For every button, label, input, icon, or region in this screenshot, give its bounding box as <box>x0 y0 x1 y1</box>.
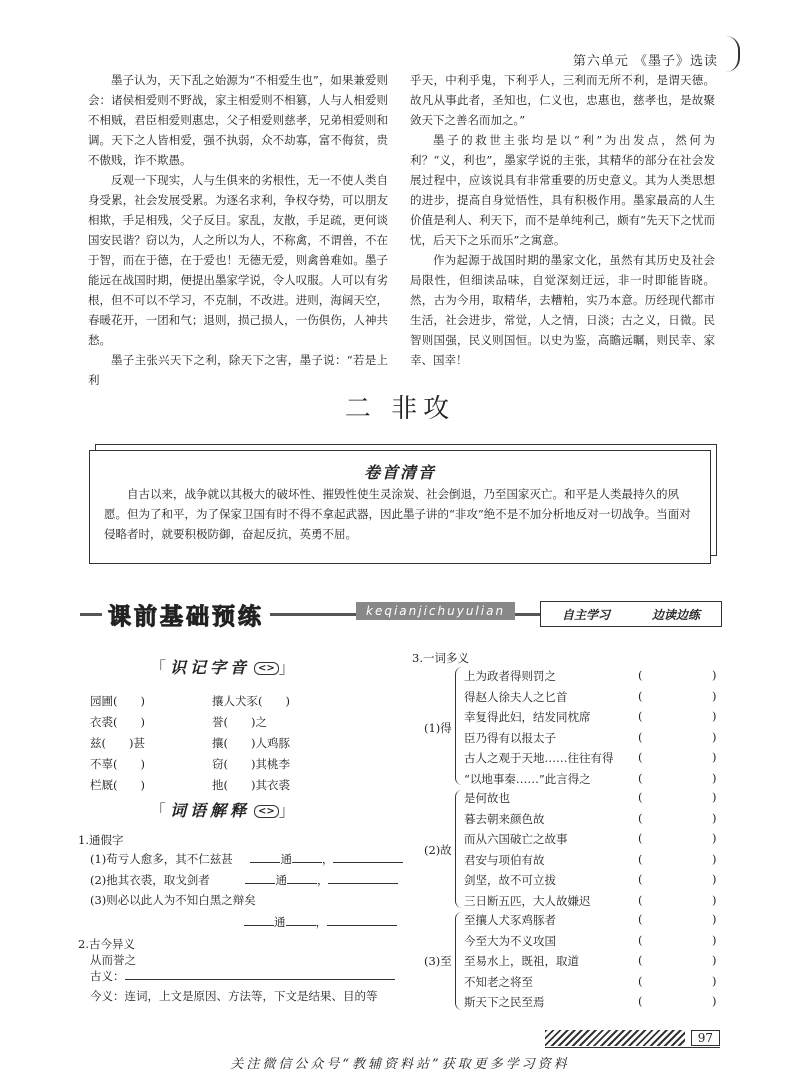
answer-blank[interactable] <box>328 871 398 884</box>
answer-paren-open[interactable]: ( <box>638 790 643 804</box>
polysemy-sentence: 剑坚，故不可立拔 <box>464 873 556 887</box>
header-brace-decoration <box>724 36 740 72</box>
sec-title-text: 词语解释 <box>170 801 251 820</box>
answer-paren-close[interactable]: ) <box>712 953 717 967</box>
polysemy-sentence: 至攘人犬豕鸡豚者 <box>464 913 556 927</box>
tongjia-sentence: (1)苟亏人愈多，其不仁兹甚 <box>90 852 233 866</box>
pron-item: 攘人犬豕( ) <box>212 694 290 708</box>
answer-paren-open[interactable]: ( <box>638 750 643 764</box>
banner-tag-1: 自主学习 <box>561 607 610 622</box>
pron-item: 不辜( ) <box>90 757 145 771</box>
banner-pinyin: keqianjichuyulian <box>356 602 515 620</box>
paragraph: 墨子的救世主张均是以“利”为出发点，然何为利？“义，利也”，墨家学说的主张，其精华的部分在社会发展过程中，应该说具有非常重要的历史意义。其为人类思想的进步，提高自身觉悟性，具有积极作用。墨家最高的人生价值是利人、利天下，而不是单纯利己，颇有“先天下之忧而忧，后天下之乐而乐”之寓意。 <box>410 133 715 247</box>
polysemy-head: (2)故 <box>424 842 452 857</box>
page-number-rule <box>545 1047 720 1048</box>
answer-paren-open[interactable]: ( <box>638 973 643 988</box>
brace-decoration <box>455 667 462 785</box>
pron-item: 扡( )其衣裘 <box>212 778 290 792</box>
tongjia-tong: 通 <box>275 873 287 887</box>
brace-decoration <box>455 790 462 908</box>
answer-blank[interactable] <box>125 967 395 980</box>
pron-item: 兹( )甚 <box>90 736 145 750</box>
polysemy-sentence: 而从六国破亡之故事 <box>464 832 568 846</box>
footer-note: 关注微信公众号“教辅资料站”获取更多学习资料 <box>230 1057 570 1072</box>
tongjia-tong: 通 <box>274 915 286 929</box>
polysemy-sentence: “以地事秦……”此言得之 <box>464 771 591 786</box>
answer-paren-close[interactable]: ) <box>712 872 717 886</box>
brace-decoration <box>455 912 462 1010</box>
answer-blank[interactable] <box>287 871 317 884</box>
polysemy-sentence: 得赵人徐夫人之匕首 <box>464 689 568 704</box>
polysemy-head: (1)得 <box>424 720 452 735</box>
tongjia-label: 1.通假字 <box>78 833 124 847</box>
polysemy-sentence: 今至大为不义攻国 <box>464 933 556 948</box>
polysemy-sentence: 幸复得此妇，结发同枕席 <box>464 710 591 724</box>
ear-icon: <> <box>254 805 279 818</box>
polysemy-sentence: 古人之观于天地……往往有得 <box>464 751 614 765</box>
answer-paren-close[interactable]: ) <box>712 790 717 804</box>
yici-label: 3.一词多义 <box>412 651 469 665</box>
paragraph: 墨子主张兴天下之利，除天下之害，墨子说：“若是上利 <box>88 353 388 387</box>
polysemy-sentence: 暮去朝来颜色故 <box>464 811 545 826</box>
answer-paren-close[interactable]: ) <box>712 668 717 682</box>
answer-paren-close[interactable]: ) <box>712 851 717 866</box>
sec-title-text: 识记字音 <box>170 658 251 677</box>
intro-box-title: 卷首清音 <box>363 463 436 482</box>
answer-paren-open[interactable]: ( <box>638 851 643 866</box>
answer-blank[interactable] <box>292 850 322 863</box>
answer-paren-close[interactable]: ) <box>712 810 717 825</box>
tongjia-row: 通 ， <box>244 913 397 930</box>
page-number: 97 <box>691 1030 720 1046</box>
polysemy-sentence: 上为政者得则罚之 <box>464 669 556 683</box>
answer-blank[interactable] <box>333 850 403 863</box>
pron-item: 窃( )其桃李 <box>212 757 290 771</box>
section-title: 二 非攻 <box>344 394 456 424</box>
answer-paren-open[interactable]: ( <box>638 688 643 703</box>
guji-jin: 今义：连词，上文是原因、方法等，下文是结果、目的等 <box>90 989 378 1003</box>
paragraph: 墨子认为，天下乱之始源为“不相爱生也”，如果兼爱则会：诸侯相爱则不野战，家主相爱则不相篡，人与人相爱则不相贼，君臣相爱则惠忠，父子相爱则慈孝，兄弟相爱则和调。天下之人皆相爱，强不执弱，众不劫寡，富不侮贫，贵不傲贱，诈不欺愚。 <box>88 73 388 167</box>
answer-paren-open[interactable]: ( <box>638 831 643 845</box>
answer-blank[interactable] <box>250 850 280 863</box>
intro-box-text <box>104 484 696 544</box>
polysemy-sentence: 斯天下之民至焉 <box>464 995 545 1009</box>
answer-paren-close[interactable]: ) <box>712 729 717 744</box>
answer-paren-close[interactable]: ) <box>712 932 717 947</box>
answer-paren-open[interactable]: ( <box>638 892 643 907</box>
tongjia-row: (2)扡其衣裘，取戈剑者 通 ， <box>90 871 398 888</box>
polysemy-head: (3)至 <box>424 954 452 969</box>
pron-item: 园圃( ) <box>90 694 145 708</box>
tongjia-tong: 通 <box>280 852 292 866</box>
tongjia-row: (1)苟亏人愈多，其不仁兹甚 通 ， <box>90 850 403 867</box>
ear-icon: <> <box>254 662 279 675</box>
answer-paren-close[interactable]: ) <box>712 831 717 845</box>
banner-tag <box>540 601 722 627</box>
polysemy-sentence: 是何故也 <box>464 791 510 805</box>
running-header: 第六单元 《墨子》选读 <box>572 54 718 69</box>
answer-paren-close[interactable]: ) <box>712 770 717 785</box>
guji-gu: 古义： <box>90 969 125 983</box>
banner-tag-2: 边读边练 <box>651 607 700 622</box>
polysemy-sentence: 至易水上，既祖，取道 <box>464 954 579 968</box>
answer-blank[interactable] <box>286 913 316 926</box>
pron-item: 衣裘( ) <box>90 715 145 729</box>
answer-blank[interactable] <box>327 913 397 926</box>
guji-label: 2.古今异义 <box>78 937 135 951</box>
tongjia-sentence: (2)扡其衣裘，取戈剑者 <box>90 873 210 887</box>
answer-paren-open[interactable]: ( <box>638 810 643 825</box>
answer-paren-close[interactable]: ) <box>712 709 717 723</box>
answer-paren-close[interactable]: ) <box>712 912 717 926</box>
paragraph: 作为起源于战国时期的墨家文化，虽然有其历史及社会局限性，但细读品味，自觉深刻迂远，非一时即能皆晓。然，古为今用，取精华，去糟粕，实乃本意。历经现代都市生活，社会进步，常觉，人之情，日淡；古之义，日微。民智则国强，民义则国恒。以史为鉴，高瞻远瞩，则民幸、家幸、国幸！ <box>410 253 715 367</box>
polysemy-sentence: 三日断五匹，大人故嫌迟 <box>464 893 591 908</box>
pron-item: 栏厩( ) <box>90 778 145 792</box>
paragraph: 乎天，中利乎鬼，下利乎人，三利而无所不利，是谓天德。故凡从事此者，圣知也，仁义也，忠惠也，慈孝也，是故聚敛天下之善名而加之。” <box>410 73 715 127</box>
answer-blank[interactable] <box>245 871 275 884</box>
answer-paren-close[interactable]: ) <box>712 688 717 703</box>
pron-item: 攘( )人鸡豚 <box>212 736 290 750</box>
intro-paragraph: 自古以来，战争就以其极大的破坏性、摧毁性使生灵涂炭、社会倒退，乃至国家灭亡。和平是人类最持久的夙愿。但为了和平，为了保家卫国有时不得不拿起武器，因此墨子讲的“非攻”绝不是不加分析地反对一切战争。当面对侵略者时，就要积极防御，奋起反抗，英勇不屈。 <box>104 487 691 541</box>
answer-blank[interactable] <box>244 913 274 926</box>
guji-gu-row <box>90 967 395 984</box>
answer-paren-open[interactable]: ( <box>638 872 643 886</box>
pron-item: 誉( )之 <box>212 715 267 729</box>
answer-paren-close[interactable]: ) <box>712 973 717 988</box>
answer-paren-open[interactable]: ( <box>638 709 643 723</box>
answer-paren-open[interactable]: ( <box>638 953 643 967</box>
right-column <box>410 70 715 370</box>
page-number-hatch <box>545 1030 685 1046</box>
polysemy-sentence: 君安与项伯有故 <box>464 852 545 867</box>
tongjia-row <box>90 892 256 908</box>
answer-paren-open[interactable]: ( <box>638 668 643 682</box>
sec-pronunciation-title: 「识记字音 <> 」 <box>150 658 299 677</box>
answer-paren-open[interactable]: ( <box>638 912 643 926</box>
polysemy-sentence: 不知老之将至 <box>464 974 533 989</box>
answer-paren-close[interactable]: ) <box>712 994 717 1008</box>
answer-paren-close[interactable]: ) <box>712 750 717 764</box>
banner-title: 课前基础预练 <box>102 598 270 631</box>
answer-paren-open[interactable]: ( <box>638 994 643 1008</box>
answer-paren-open[interactable]: ( <box>638 729 643 744</box>
answer-paren-close[interactable]: ) <box>712 892 717 907</box>
left-column <box>88 70 388 390</box>
paragraph: 反观一下现实，人与生俱来的劣根性，无一不使人类自身受累，社会发展受累。为逐名求利，争权夺势，可以朋友相欺，手足相残，父子反目。家乱，友散，手足疏，更何谈国安民谐？窃以为，人之所以为人，不称禽，不谓兽，不在于智，而在于德，在于爱也！无德无爱，则禽兽难如。墨子能远在战国时期，便提出墨家学说，令人叹服。人可以有劣根，但不可以不学习，不克制，不改进。进则，海阔天空，春暖花开，一团和气；退则，损己损人，一伤俱伤，人神共愁。 <box>88 173 388 347</box>
answer-paren-open[interactable]: ( <box>638 770 643 785</box>
guji-word: 从而誉之 <box>90 953 136 967</box>
sec-vocab-title: 「词语解释 <> 」 <box>150 801 299 820</box>
answer-paren-open[interactable]: ( <box>638 932 643 947</box>
tongjia-sentence: (3)则必以此人为不知白黑之辩矣 <box>90 893 256 907</box>
polysemy-sentence: 臣乃得有以报太子 <box>464 730 556 745</box>
